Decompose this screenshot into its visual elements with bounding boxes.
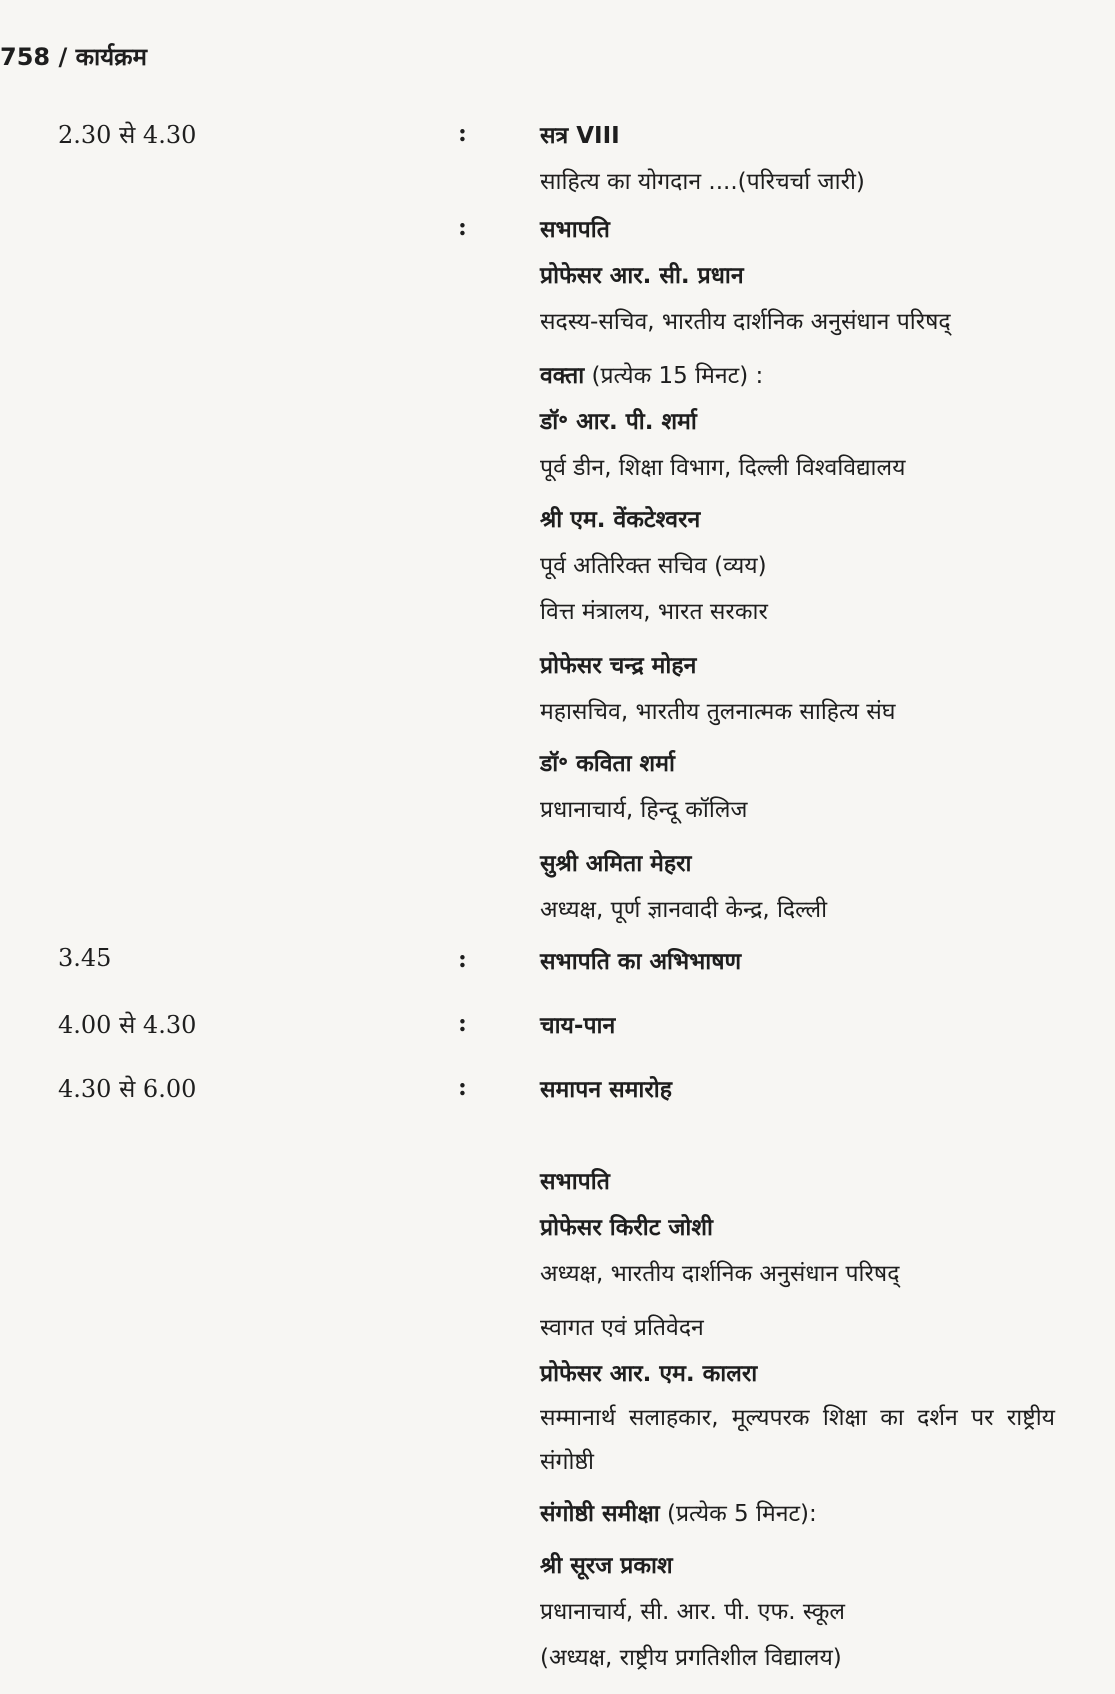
review-designation: प्रधानाचार्य, सी. आर. पी. एफ. स्कूल [540, 1599, 846, 1625]
speaker-designation: प्रधानाचार्य, हिन्दू कॉलिज [540, 797, 748, 823]
chair-name: प्रोफेसर आर. सी. प्रधान [540, 263, 744, 289]
speakers-label: वक्ता [540, 363, 585, 389]
speakers-heading [540, 358, 763, 390]
chair-designation: सदस्य-सचिव, भारतीय दार्शनिक अनुसंधान परिषद् [540, 309, 951, 335]
speaker-name: प्रोफेसर चन्द्र मोहन [540, 653, 697, 679]
session-title: समापन समारोह [540, 1077, 672, 1103]
speaker-designation: पूर्व डीन, शिक्षा विभाग, दिल्ली विश्वविद्यालय [540, 455, 906, 481]
chair-label: सभापति [540, 1169, 610, 1195]
welcome-label: स्वागत एवं प्रतिवेदन [540, 1315, 704, 1341]
speaker-designation: महासचिव, भारतीय तुलनात्मक साहित्य संघ [540, 699, 896, 725]
review-heading [540, 1496, 817, 1528]
session-subtitle: साहित्य का योगदान ....(परिचर्चा जारी) [540, 169, 865, 195]
session-title: चाय-पान [540, 1013, 616, 1039]
time-slot: 3.45 [58, 944, 112, 972]
session-title: सभापति का अभिभाषण [540, 949, 742, 975]
page-header: 758 / कार्यक्रम [0, 43, 147, 71]
review-designation: (अध्यक्ष, राष्ट्रीय प्रगतिशील विद्यालय) [540, 1645, 842, 1671]
welcome-designation: सम्मानार्थ सलाहकार, मूल्यपरक शिक्षा का दर्शन पर राष्ट्रीय संगोष्ठी [540, 1405, 1055, 1475]
time-slot: 4.00 से 4.30 [58, 1011, 197, 1039]
chair-designation: अध्यक्ष, भारतीय दार्शनिक अनुसंधान परिषद् [540, 1261, 900, 1287]
colon-separator: : [458, 1072, 467, 1101]
speaker-name: डॉ॰ कविता शर्मा [540, 751, 675, 777]
review-label: संगोष्ठी समीक्षा [540, 1501, 660, 1527]
chair-name: प्रोफेसर किरीट जोशी [540, 1215, 713, 1241]
review-note: (प्रत्येक 5 मिनट): [659, 1501, 817, 1527]
time-slot: 2.30 से 4.30 [58, 121, 197, 149]
colon-separator: : [458, 212, 467, 241]
review-name: श्री सूरज प्रकाश [540, 1553, 673, 1579]
welcome-name: प्रोफेसर आर. एम. कालरा [540, 1361, 758, 1387]
speaker-designation: अध्यक्ष, पूर्ण ज्ञानवादी केन्द्र, दिल्ली [540, 897, 828, 923]
speaker-name: डॉ॰ आर. पी. शर्मा [540, 409, 697, 435]
colon-separator: : [458, 944, 467, 973]
speakers-note: (प्रत्येक 15 मिनट) : [584, 363, 764, 389]
colon-separator: : [458, 1008, 467, 1037]
colon-separator: : [458, 118, 467, 147]
speaker-name: सुश्री अमिता मेहरा [540, 851, 692, 877]
chair-label: सभापति [540, 217, 610, 243]
session-title: सत्र VIII [540, 123, 620, 149]
speaker-designation: वित्त मंत्रालय, भारत सरकार [540, 599, 768, 625]
time-slot: 4.30 से 6.00 [58, 1075, 197, 1103]
speaker-designation: पूर्व अतिरिक्त सचिव (व्यय) [540, 553, 767, 579]
speaker-name: श्री एम. वेंकटेश्वरन [540, 507, 701, 533]
